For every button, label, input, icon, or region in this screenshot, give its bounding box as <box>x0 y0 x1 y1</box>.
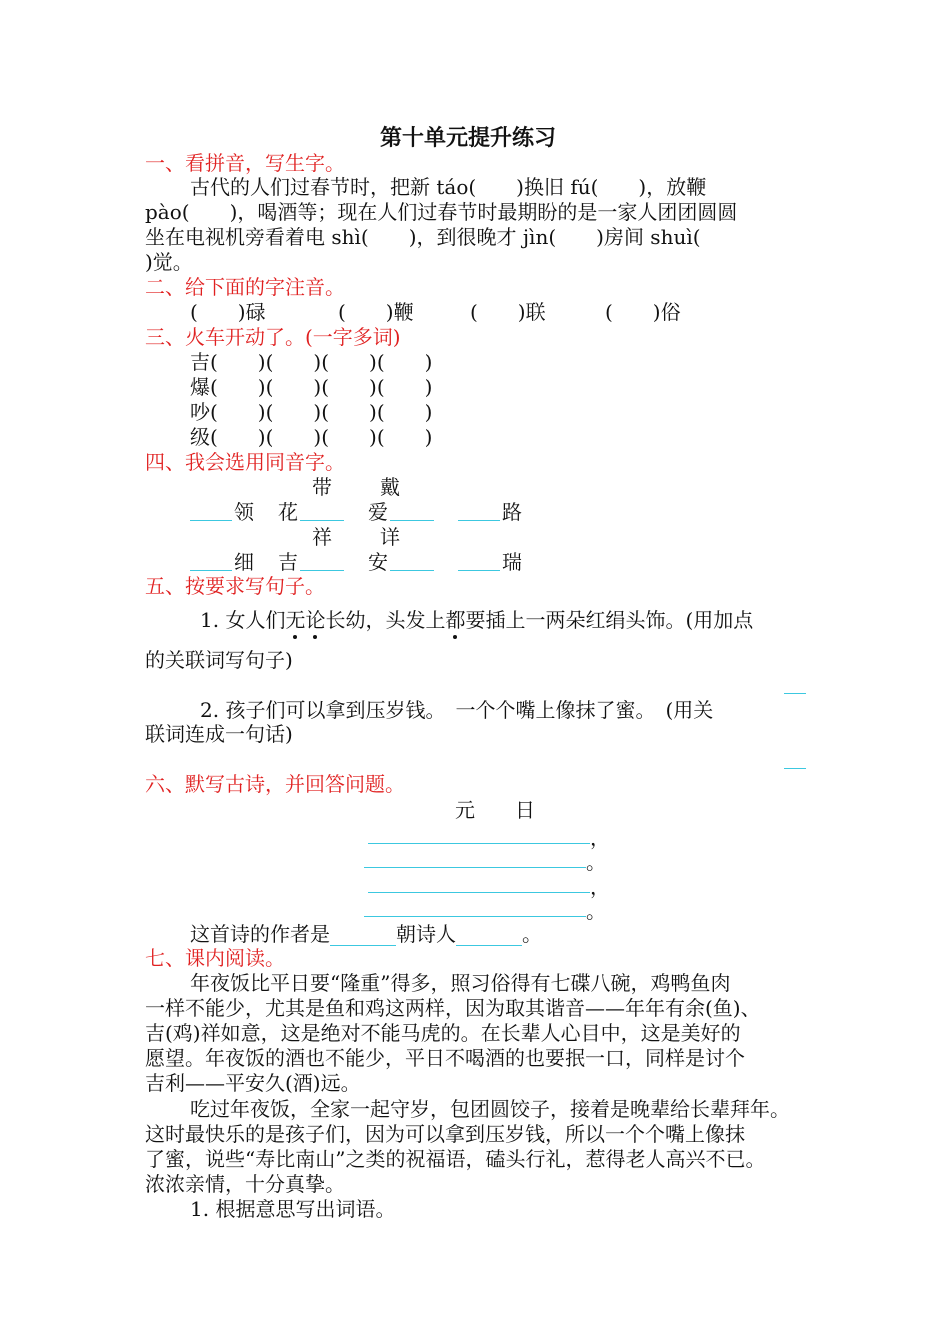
q1-dot-char-2: 论 <box>305 608 326 632</box>
s4-blank-3[interactable] <box>390 520 434 521</box>
poem-title: 元 日 <box>455 798 535 822</box>
q1-post: 要插上一两朵红绢头饰。(用加点 <box>465 608 754 632</box>
author-text-a: 这首诗的作者是 <box>190 922 330 946</box>
reading-p1-line-5: 吉利——平安久(酒)远。 <box>145 1071 361 1095</box>
s3-row-1: 吉( )( )( )( ) <box>190 350 433 374</box>
s4-blank-1[interactable] <box>190 520 232 521</box>
poem-line-4-blank[interactable] <box>364 916 586 917</box>
author-text-b: 朝诗人 <box>396 922 456 946</box>
s4-blank-7[interactable] <box>390 570 434 571</box>
s4-option-1a: 带 <box>312 475 332 499</box>
s4-blank-2[interactable] <box>300 520 344 521</box>
poem-line-3-punct: ， <box>590 875 610 899</box>
s4-blank-5[interactable] <box>190 570 232 571</box>
section-4-heading: 四、我会选用同音字。 <box>145 450 345 474</box>
q1-dot-char-3: 都 <box>445 608 466 632</box>
s4-word-7: 安 <box>368 550 388 574</box>
s1-line-2: pào( )，喝酒等；现在人们过春节时最期盼的是一家人团团圆圆 <box>145 200 738 224</box>
s2-item-1: ( )碌 <box>190 300 266 324</box>
poem-line-1-punct: ， <box>590 826 610 850</box>
author-question <box>190 922 542 946</box>
s5-question-2-line-2: 联词连成一句话) <box>145 722 293 746</box>
s4-word-8: 瑞 <box>502 550 522 574</box>
s2-item-2: ( )鞭 <box>338 300 414 324</box>
s5-answer-line-1[interactable] <box>784 693 806 694</box>
s1-line-1: 古代的人们过春节时，把新 táo( )换旧 fú( )，放鞭 <box>190 175 707 199</box>
section-6-heading: 六、默写古诗，并回答问题。 <box>145 772 405 796</box>
section-3-heading: 三、火车开动了。(一字多词) <box>145 325 401 349</box>
reading-p2-line-3: 了蜜，说些“寿比南山”之类的祝福语，磕头行礼，惹得老人高兴不已。 <box>145 1147 766 1171</box>
poem-line-3-blank[interactable] <box>368 892 590 893</box>
s3-row-3: 吵( )( )( )( ) <box>190 400 433 424</box>
s4-option-2a: 祥 <box>312 525 332 549</box>
s5-question-2: 2. 孩子们可以拿到压岁钱。 一个个嘴上像抹了蜜。 (用关 <box>200 698 714 722</box>
s2-item-3: ( )联 <box>470 300 546 324</box>
section-2-heading: 二、给下面的字注音。 <box>145 275 345 299</box>
s5-question-1 <box>200 608 753 632</box>
poem-line-1-blank[interactable] <box>368 843 590 844</box>
s4-word-5: 细 <box>234 550 254 574</box>
s3-row-2: 爆( )( )( )( ) <box>190 375 433 399</box>
s4-blank-6[interactable] <box>300 570 344 571</box>
s2-item-4: ( )俗 <box>605 300 681 324</box>
reading-p1-line-4: 愿望。年夜饭的酒也不能少，平日不喝酒的也要抿一口，同样是讨个 <box>145 1046 745 1070</box>
s4-option-1b: 戴 <box>380 475 400 499</box>
s4-word-4: 路 <box>502 500 522 524</box>
dynasty-blank[interactable] <box>330 925 396 946</box>
poet-blank[interactable] <box>456 925 522 946</box>
reading-question-1: 1. 根据意思写出词语。 <box>190 1197 396 1221</box>
q1-pre: 1. 女人们 <box>200 608 286 632</box>
s5-question-1-line-2: 的关联词写句子) <box>145 648 293 672</box>
reading-p2-line-2: 这时最快乐的是孩子们，因为可以拿到压岁钱，所以一个个嘴上像抹 <box>145 1122 745 1146</box>
s5-answer-line-2[interactable] <box>784 768 806 769</box>
s4-word-1: 领 <box>234 500 254 524</box>
s4-word-2: 花 <box>278 500 298 524</box>
s4-blank-4[interactable] <box>458 520 500 521</box>
reading-p1-line-1: 年夜饭比平日要“隆重”得多，照习俗得有七碟八碗，鸡鸭鱼肉 <box>190 971 731 995</box>
poem-line-4-punct: 。 <box>586 899 606 923</box>
reading-p2-line-4: 浓浓亲情，十分真挚。 <box>145 1172 345 1196</box>
section-5-heading: 五、按要求写句子。 <box>145 574 325 598</box>
s1-line-3: 坐在电视机旁看着电 shì( )，到很晚才 jìn( )房间 shuì( <box>145 225 701 249</box>
section-7-heading: 七、课内阅读。 <box>145 946 285 970</box>
q1-mid: 长幼，头发上 <box>325 608 446 632</box>
s1-line-4: )觉。 <box>145 250 193 274</box>
poem-line-2-blank[interactable] <box>364 867 586 868</box>
s4-word-3: 爱 <box>368 500 388 524</box>
reading-p1-line-2: 一样不能少，尤其是鱼和鸡这两样，因为取其谐音——年年有余(鱼)、 <box>145 996 761 1020</box>
reading-p1-line-3: 吉(鸡)祥如意，这是绝对不能马虎的。在长辈人心目中，这是美好的 <box>145 1021 741 1045</box>
q1-dot-char-1: 无 <box>285 608 306 632</box>
poem-line-2-punct: 。 <box>586 850 606 874</box>
section-1-heading: 一、看拼音，写生字。 <box>145 151 345 175</box>
author-text-c: 。 <box>522 922 542 946</box>
page-title: 第十单元提升练习 <box>380 125 557 151</box>
reading-p2-line-1: 吃过年夜饭，全家一起守岁，包团圆饺子，接着是晚辈给长辈拜年。 <box>190 1097 790 1121</box>
s4-word-6: 吉 <box>278 550 298 574</box>
s4-option-2b: 详 <box>380 525 400 549</box>
s4-blank-8[interactable] <box>458 570 500 571</box>
s3-row-4: 级( )( )( )( ) <box>190 425 433 449</box>
